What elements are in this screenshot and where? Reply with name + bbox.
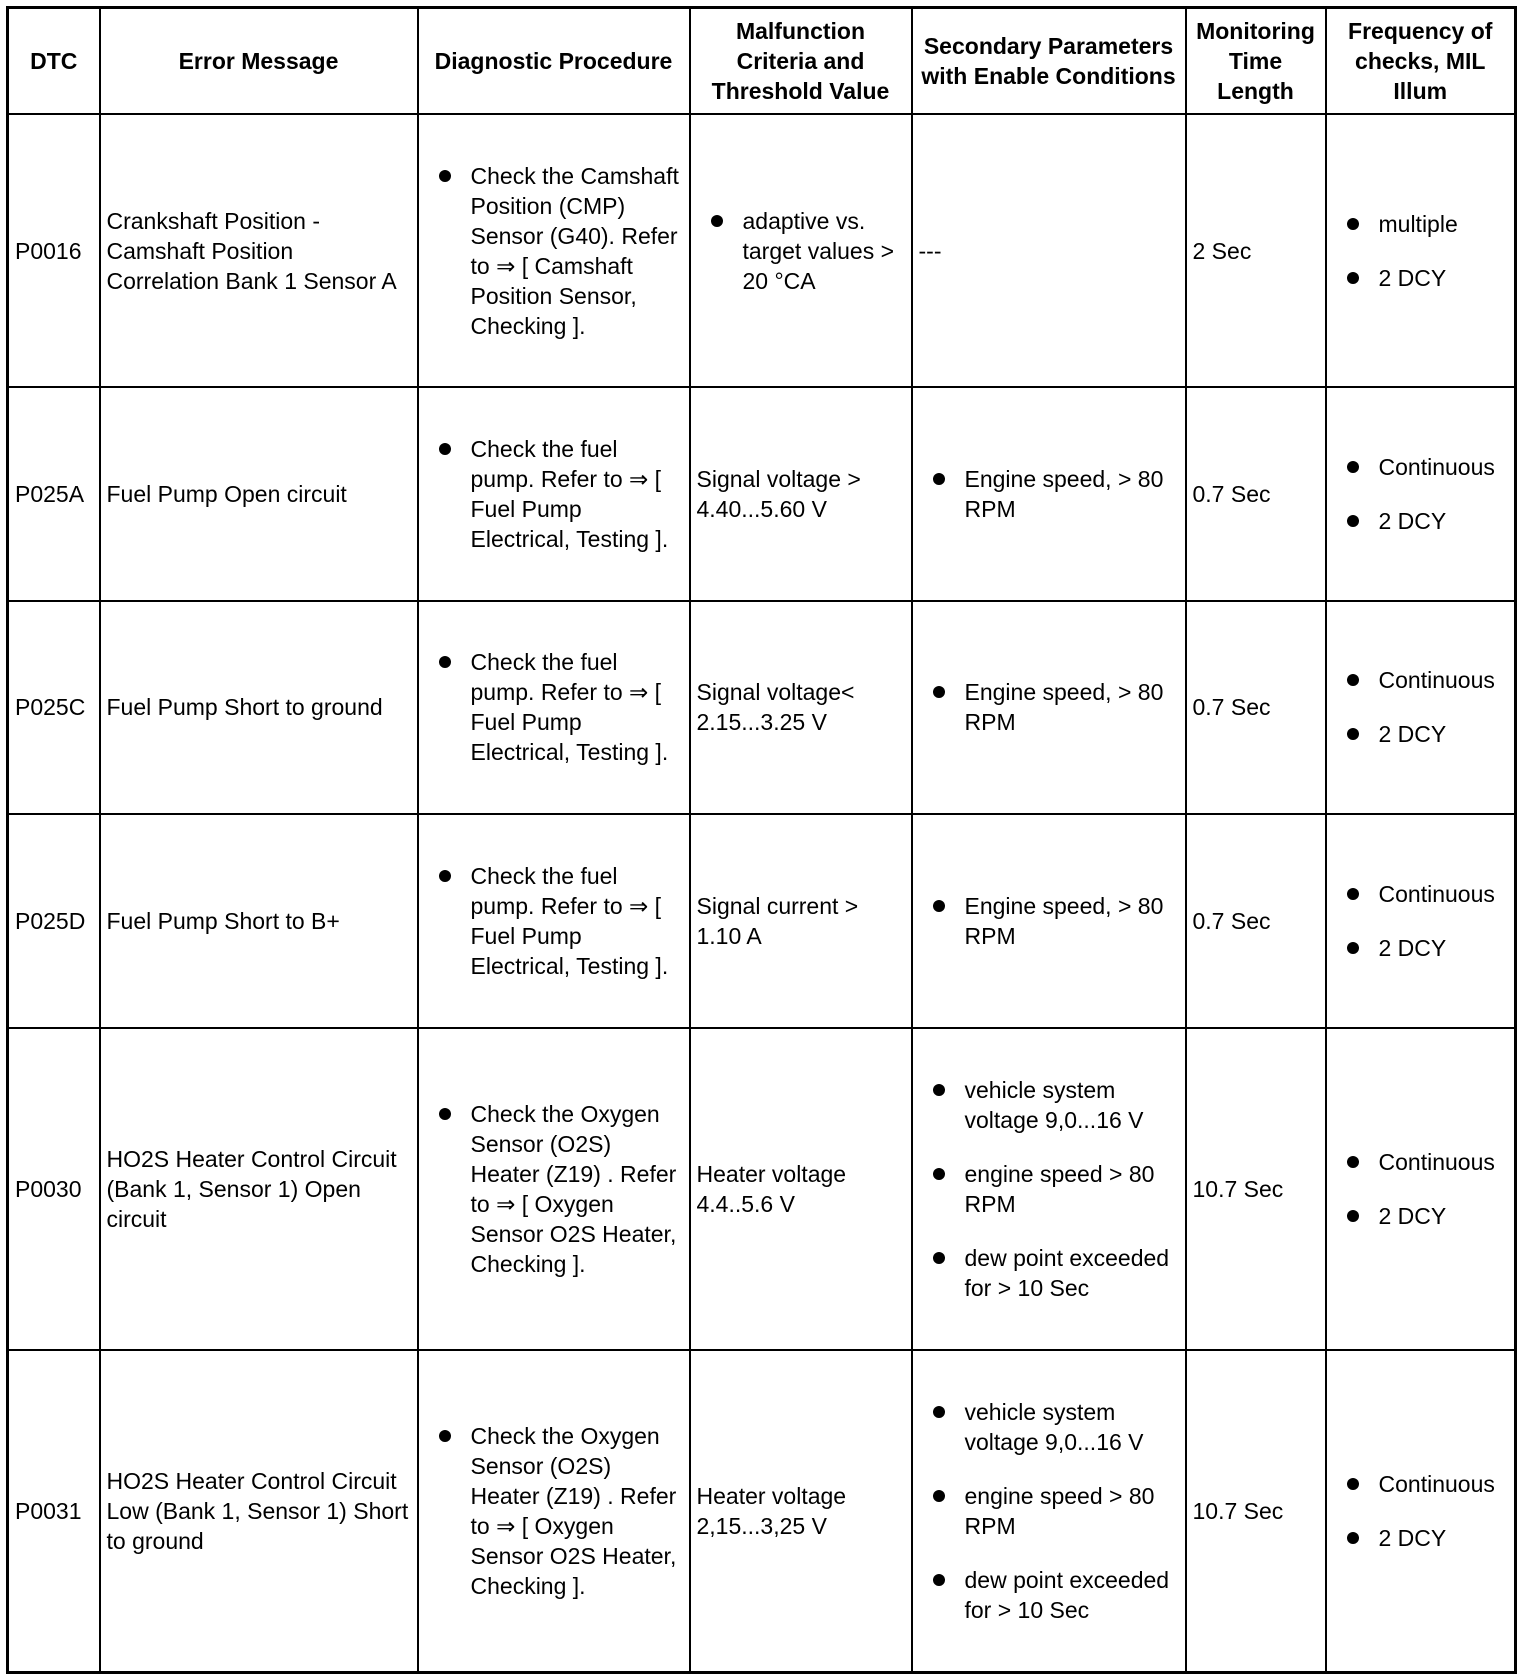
malfunction-criteria — [690, 601, 912, 814]
dtc-code-text: P025A — [15, 481, 85, 507]
bullet-item: 2 DCY — [1333, 263, 1509, 293]
dtc-code — [8, 814, 100, 1027]
bullet-item: Continuous — [1333, 665, 1509, 695]
diagnostic-procedure — [418, 1350, 690, 1672]
dtc-code-text: P0031 — [15, 1498, 82, 1525]
dtc-code — [8, 114, 100, 387]
monitoring-time-text: 10.7 Sec — [1192, 1498, 1284, 1525]
secondary-list — [919, 1397, 1179, 1625]
monitoring-time — [1186, 387, 1326, 600]
secondary-list — [919, 891, 1179, 951]
secondary-parameters — [912, 814, 1186, 1027]
diagnostic-procedure — [418, 114, 690, 387]
procedure-list — [425, 161, 683, 341]
secondary-parameters — [912, 114, 1186, 387]
error-message — [100, 1028, 418, 1350]
bullet-item: Check the Oxygen Sensor (O2S) Heater (Z19) . Refer to ⇒ [ Oxygen Sensor O2S Heater, Checking ]. — [425, 1099, 683, 1279]
dtc-table — [6, 6, 1517, 1674]
criteria-text: Signal voltage< 2.15...3.25 V — [696, 679, 855, 736]
secondary-parameters — [912, 1028, 1186, 1350]
monitoring-time — [1186, 1350, 1326, 1672]
secondary-parameters — [912, 601, 1186, 814]
secondary-list — [919, 464, 1179, 524]
frequency — [1326, 114, 1516, 387]
dtc-code — [8, 601, 100, 814]
header-frequency: Frequency of checks, MIL Illum — [1326, 8, 1516, 115]
criteria-list — [697, 206, 905, 296]
error-message-text: Crankshaft Position - Camshaft Position Correlation Bank 1 Sensor A — [106, 207, 397, 294]
bullet-item: 2 DCY — [1333, 1523, 1509, 1553]
bullet-item: 2 DCY — [1333, 1201, 1509, 1231]
procedure-list — [425, 434, 683, 554]
table-row — [8, 601, 1516, 814]
bullet-item: Check the fuel pump. Refer to ⇒ [ Fuel Pump Electrical, Testing ]. — [425, 861, 683, 981]
error-message-text: HO2S Heater Control Circuit Low (Bank 1, Sensor 1) Short to ground — [106, 1468, 409, 1555]
bullet-item: engine speed > 80 RPM — [919, 1481, 1179, 1541]
malfunction-criteria — [690, 1028, 912, 1350]
frequency-list — [1333, 1147, 1509, 1231]
bullet-item: vehicle system voltage 9,0...16 V — [919, 1397, 1179, 1457]
header-error-message: Error Message — [100, 8, 418, 115]
dtc-code-text: P025D — [15, 907, 86, 934]
monitoring-time — [1186, 814, 1326, 1027]
bullet-item: Continuous — [1333, 452, 1509, 482]
error-message — [100, 1350, 418, 1672]
table-row — [8, 1028, 1516, 1350]
bullet-item: engine speed > 80 RPM — [919, 1159, 1179, 1219]
bullet-item: multiple — [1333, 209, 1509, 239]
monitoring-time-text: 0.7 Sec — [1192, 481, 1271, 507]
error-message — [100, 814, 418, 1027]
table-body — [8, 114, 1516, 1673]
error-message — [100, 114, 418, 387]
bullet-item: dew point exceeded for > 10 Sec — [919, 1243, 1179, 1303]
diagnostic-procedure — [418, 1028, 690, 1350]
frequency-list — [1333, 452, 1509, 536]
error-message-text: HO2S Heater Control Circuit (Bank 1, Sensor 1) Open circuit — [106, 1145, 397, 1232]
error-message-text: Fuel Pump Short to B+ — [106, 907, 340, 934]
dtc-code — [8, 1028, 100, 1350]
header-secondary-parameters: Secondary Parameters with Enable Conditions — [912, 8, 1186, 115]
criteria-text: Signal voltage > 4.40...5.60 V — [696, 466, 861, 522]
bullet-item: 2 DCY — [1333, 719, 1509, 749]
bullet-item: Continuous — [1333, 879, 1509, 909]
frequency — [1326, 601, 1516, 814]
header-monitoring-time: Monitoring Time Length — [1186, 8, 1326, 115]
bullet-item: Continuous — [1333, 1147, 1509, 1177]
monitoring-time-text: 10.7 Sec — [1192, 1175, 1284, 1202]
header-malfunction-criteria: Malfunction Criteria and Threshold Value — [690, 8, 912, 115]
frequency-list — [1333, 879, 1509, 963]
frequency-list — [1333, 209, 1509, 293]
bullet-item: dew point exceeded for > 10 Sec — [919, 1565, 1179, 1625]
diagnostic-procedure — [418, 387, 690, 600]
table-row — [8, 114, 1516, 387]
procedure-list — [425, 1421, 683, 1601]
frequency — [1326, 814, 1516, 1027]
bullet-item: Engine speed, > 80 RPM — [919, 464, 1179, 524]
table-row — [8, 1350, 1516, 1672]
malfunction-criteria — [690, 114, 912, 387]
bullet-item: Check the fuel pump. Refer to ⇒ [ Fuel Pump Electrical, Testing ]. — [425, 434, 683, 554]
dtc-code-text: P025C — [15, 694, 86, 721]
frequency-list — [1333, 665, 1509, 749]
dtc-code-text: P0030 — [15, 1175, 82, 1202]
malfunction-criteria — [690, 1350, 912, 1672]
bullet-item: Engine speed, > 80 RPM — [919, 677, 1179, 737]
secondary-parameters — [912, 1350, 1186, 1672]
criteria-text: Signal current > 1.10 A — [696, 892, 859, 949]
secondary-list — [919, 677, 1179, 737]
monitoring-time-text: 0.7 Sec — [1192, 694, 1271, 721]
frequency — [1326, 387, 1516, 600]
diagnostic-procedure — [418, 814, 690, 1027]
bullet-item: vehicle system voltage 9,0...16 V — [919, 1075, 1179, 1135]
error-message-text: Fuel Pump Open circuit — [106, 481, 347, 507]
bullet-item: Check the Camshaft Position (CMP) Sensor (G40). Refer to ⇒ [ Camshaft Position Sensor, Checking ]. — [425, 161, 683, 341]
table-row — [8, 814, 1516, 1027]
bullet-item: adaptive vs. target values > 20 °CA — [697, 206, 905, 296]
bullet-item: Engine speed, > 80 RPM — [919, 891, 1179, 951]
table-row — [8, 387, 1516, 600]
bullet-item: 2 DCY — [1333, 506, 1509, 536]
frequency-list — [1333, 1469, 1509, 1553]
dtc-code — [8, 387, 100, 600]
monitoring-time — [1186, 1028, 1326, 1350]
bullet-item: 2 DCY — [1333, 933, 1509, 963]
procedure-list — [425, 647, 683, 767]
bullet-item: Check the fuel pump. Refer to ⇒ [ Fuel Pump Electrical, Testing ]. — [425, 647, 683, 767]
procedure-list — [425, 861, 683, 981]
frequency — [1326, 1350, 1516, 1672]
monitoring-time-text: 0.7 Sec — [1192, 907, 1271, 934]
criteria-text: Heater voltage 2,15...3,25 V — [696, 1483, 847, 1540]
malfunction-criteria — [690, 814, 912, 1027]
monitoring-time — [1186, 114, 1326, 387]
error-message — [100, 387, 418, 600]
criteria-text: Heater voltage 4.4..5.6 V — [696, 1160, 847, 1217]
monitoring-time — [1186, 601, 1326, 814]
error-message — [100, 601, 418, 814]
header-dtc: DTC — [8, 8, 100, 115]
procedure-list — [425, 1099, 683, 1279]
bullet-item: Continuous — [1333, 1469, 1509, 1499]
header-diagnostic-procedure: Diagnostic Procedure — [418, 8, 690, 115]
monitoring-time-text: 2 Sec — [1192, 237, 1252, 264]
error-message-text: Fuel Pump Short to ground — [106, 694, 383, 721]
bullet-item: Check the Oxygen Sensor (O2S) Heater (Z19) . Refer to ⇒ [ Oxygen Sensor O2S Heater, Checking ]. — [425, 1421, 683, 1601]
frequency — [1326, 1028, 1516, 1350]
secondary-parameters — [912, 387, 1186, 600]
secondary-list — [919, 1075, 1179, 1303]
diagnostic-procedure — [418, 601, 690, 814]
malfunction-criteria — [690, 387, 912, 600]
dtc-code-text: P0016 — [15, 237, 82, 264]
header-row — [8, 8, 1516, 115]
secondary-text: --- — [918, 237, 942, 264]
dtc-code — [8, 1350, 100, 1672]
